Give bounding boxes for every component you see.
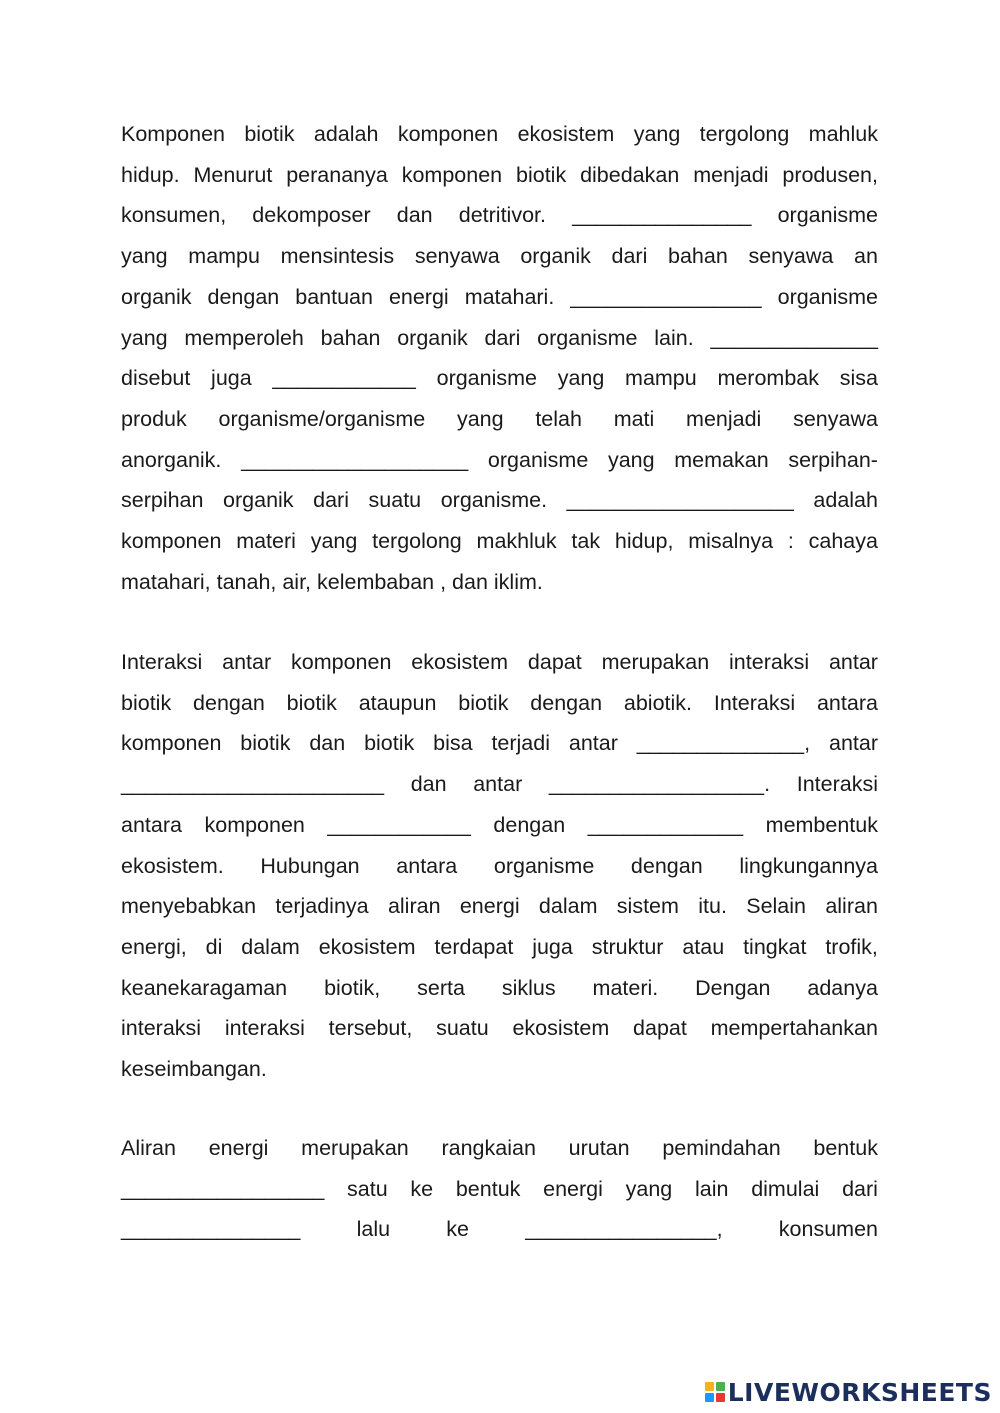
word: juga <box>532 934 573 959</box>
word: materi <box>236 529 296 553</box>
word: Interaksi <box>121 650 203 674</box>
word: telah <box>535 406 582 431</box>
word: yang <box>310 529 358 553</box>
word: biotik <box>364 731 415 756</box>
answer-blank[interactable]: ______________________ <box>121 772 385 797</box>
word: perananya <box>286 162 388 187</box>
text-line <box>121 114 878 154</box>
word: antar <box>473 772 523 797</box>
word: cahaya <box>808 529 878 553</box>
word: bantuan <box>295 284 373 309</box>
text-line <box>121 521 878 561</box>
text-line <box>121 764 878 804</box>
word: detritivor. <box>458 203 546 228</box>
word: adalah <box>313 122 379 146</box>
word: biotik <box>458 690 509 715</box>
word: tergolong <box>372 529 462 553</box>
word: energi, <box>121 934 187 959</box>
word: yang <box>607 447 655 472</box>
word: memakan <box>674 447 769 472</box>
word: an <box>853 244 878 269</box>
word: organik <box>223 488 294 513</box>
text-line <box>121 968 878 1008</box>
word: menjadi <box>686 406 762 431</box>
word: antar <box>828 650 878 674</box>
word: ekosistem <box>517 122 615 146</box>
word: ekosistem <box>512 1016 610 1041</box>
word: energi <box>543 1176 603 1201</box>
answer-blank[interactable]: ______________, <box>636 731 811 756</box>
word: energi <box>388 284 449 309</box>
word: antara <box>816 690 878 715</box>
answer-blank[interactable]: ____________ <box>327 812 471 837</box>
word: biotik <box>244 122 295 146</box>
word: siklus <box>501 975 556 1000</box>
word: produk <box>121 406 187 431</box>
word: konsumen <box>778 1217 878 1242</box>
word: Dengan <box>695 975 771 1000</box>
word: dari <box>611 244 648 269</box>
word: dimulai <box>751 1176 820 1201</box>
word: organisme. <box>440 488 548 513</box>
answer-blank[interactable]: ________________ <box>570 284 762 309</box>
word: biotik, <box>324 975 381 1000</box>
word: komponen <box>204 812 305 837</box>
word: dalam <box>241 934 300 959</box>
text-line <box>121 1128 878 1168</box>
word: yang <box>625 1176 673 1201</box>
word: komponen <box>397 122 499 146</box>
liveworksheets-logo <box>705 1377 992 1407</box>
word: dapat <box>527 650 582 674</box>
word: ekosistem <box>318 934 416 959</box>
word: dalam <box>538 894 598 919</box>
word: organisme <box>436 366 537 391</box>
logo-mark-icon <box>705 1382 725 1402</box>
text-line <box>121 642 878 682</box>
word: senyawa <box>793 406 878 431</box>
word: ataupun <box>358 690 437 715</box>
word: mempertahankan <box>710 1016 878 1041</box>
word: suatu <box>368 488 422 513</box>
word: yang <box>456 406 504 431</box>
word: matahari, tanah, air, kelembaban , dan iklim. <box>121 569 543 594</box>
word: struktur <box>591 934 664 959</box>
word: yang <box>121 244 168 269</box>
word: yang <box>633 122 681 146</box>
text-line <box>121 440 878 480</box>
text-line <box>121 1049 878 1089</box>
word: Interaksi <box>713 690 796 715</box>
word: terdapat <box>434 934 514 959</box>
word: atau <box>682 934 725 959</box>
word: abiotik. <box>623 690 693 715</box>
word: Menurut <box>193 162 273 187</box>
word: dibedakan <box>580 162 680 187</box>
word: interaksi <box>224 1016 305 1041</box>
word: makhluk <box>476 529 557 553</box>
text-line <box>121 723 878 763</box>
word: komponen <box>401 162 503 187</box>
word: organisme <box>493 853 595 878</box>
word: serpihan <box>121 488 204 513</box>
word: konsumen, <box>121 203 227 228</box>
word: senyawa <box>748 244 834 269</box>
text-line <box>121 236 878 276</box>
word: organisme <box>777 203 878 228</box>
word: dengan <box>493 812 566 837</box>
word: antar <box>828 731 878 756</box>
word: komponen <box>121 529 222 553</box>
word: dari <box>313 488 349 513</box>
word: antar <box>222 650 272 674</box>
word: antara <box>396 853 458 878</box>
word: biotik <box>240 731 291 756</box>
word: biotik <box>286 690 337 715</box>
word: organisme/organisme <box>218 406 426 431</box>
word: interaksi <box>121 1016 202 1041</box>
answer-blank[interactable]: _______________ <box>572 203 752 228</box>
word: Hubungan <box>260 853 360 878</box>
word: mahluk <box>808 122 878 146</box>
answer-blank[interactable]: _________________ <box>121 1176 325 1201</box>
word: mampu <box>625 366 697 391</box>
word: di <box>205 934 223 959</box>
word: antara <box>121 812 182 837</box>
word: biotik <box>516 162 567 187</box>
word: organik <box>520 244 591 269</box>
word: energi <box>459 894 520 919</box>
word: terjadinya <box>275 894 369 919</box>
word: adalah <box>813 488 878 513</box>
word: dengan <box>630 853 703 878</box>
word: anorganik. <box>121 447 222 472</box>
text-line <box>121 399 878 439</box>
word: Aliran <box>121 1136 176 1160</box>
word: Komponen <box>121 122 225 146</box>
word: : <box>787 529 794 553</box>
word: yang <box>557 366 605 391</box>
word: bisa <box>433 731 473 756</box>
text-line <box>121 886 878 926</box>
word: sisa <box>839 366 878 391</box>
word: mampu <box>188 244 260 269</box>
word: aliran <box>825 894 878 919</box>
answer-blank[interactable]: __________________. <box>548 772 771 797</box>
answer-blank[interactable]: _______________ <box>121 1217 301 1242</box>
word: trofik, <box>825 934 878 959</box>
word: serpihan- <box>788 447 878 472</box>
word: keseimbangan. <box>121 1057 267 1081</box>
text-line <box>121 805 878 845</box>
word: ekosistem <box>411 650 509 674</box>
word: merupakan <box>301 1136 409 1160</box>
word: membentuk <box>765 812 878 837</box>
word: terjadi <box>491 731 550 756</box>
word: tingkat <box>743 934 807 959</box>
word: tergolong <box>699 122 790 146</box>
text-line <box>121 318 878 358</box>
word: bahan <box>668 244 728 269</box>
word: bentuk <box>813 1136 878 1160</box>
word: merupakan <box>601 650 710 674</box>
answer-blank[interactable]: ___________________ <box>566 488 794 513</box>
text-line <box>121 683 878 723</box>
word: menyebabkan <box>121 894 257 919</box>
word: aliran <box>387 894 441 919</box>
word: lain. <box>654 325 694 350</box>
text-line <box>121 1169 878 1209</box>
word: serta <box>417 975 465 1000</box>
word: lingkungannya <box>739 853 878 878</box>
word: menjadi <box>693 162 769 187</box>
word: dengan <box>207 284 280 309</box>
word: organisme <box>487 447 589 472</box>
answer-blank[interactable]: ________________, <box>525 1217 723 1242</box>
answer-blank[interactable]: ____________ <box>272 366 416 391</box>
word: dari <box>484 325 521 350</box>
text-line <box>121 358 878 398</box>
word: organik <box>397 325 468 350</box>
text-line <box>121 277 878 317</box>
answer-blank[interactable]: ___________________ <box>241 447 469 472</box>
word: hidup, <box>614 529 674 553</box>
word: tersebut, <box>328 1016 413 1041</box>
word: misalnya <box>688 529 774 553</box>
word: dan <box>396 203 433 228</box>
word: komponen <box>291 650 392 674</box>
word: merombak <box>717 366 819 391</box>
word: lain <box>695 1176 729 1201</box>
text-line <box>121 846 878 886</box>
text-line <box>121 480 878 520</box>
word: bahan <box>320 325 381 350</box>
word: disebut <box>121 366 191 391</box>
word: urutan <box>568 1136 630 1160</box>
word: produsen, <box>782 162 878 187</box>
word: suatu <box>436 1016 489 1041</box>
word: dengan <box>530 690 603 715</box>
word: sistem <box>616 894 679 919</box>
answer-blank[interactable]: ______________ <box>710 325 878 350</box>
word: tak <box>571 529 601 553</box>
text-line <box>121 195 878 235</box>
word: adanya <box>807 975 878 1000</box>
word: dan <box>309 731 346 756</box>
word: keanekaragaman <box>121 975 288 1000</box>
word: Selain <box>746 894 806 919</box>
answer-blank[interactable]: _____________ <box>587 812 744 837</box>
word: Interaksi <box>796 772 878 797</box>
word: yang <box>121 325 168 350</box>
word: juga <box>211 366 252 391</box>
text-line <box>121 155 878 195</box>
logo-text: LIVEWORKSHEETS <box>727 1377 992 1407</box>
word: energi <box>208 1136 269 1160</box>
word: organik <box>121 284 192 309</box>
word: antar <box>568 731 618 756</box>
word: hidup. <box>121 162 180 187</box>
text-line <box>121 927 878 967</box>
text-line <box>121 562 878 602</box>
word: matahari. <box>464 284 555 309</box>
text-line <box>121 1209 878 1249</box>
word: komponen <box>121 731 222 756</box>
word: dapat <box>633 1016 687 1041</box>
word: senyawa <box>414 244 500 269</box>
word: satu <box>347 1176 388 1201</box>
word: bentuk <box>455 1176 521 1201</box>
word: itu. <box>698 894 727 919</box>
word: interaksi <box>729 650 810 674</box>
word: ke <box>410 1176 434 1201</box>
text-line <box>121 1008 878 1048</box>
word: rangkaian <box>441 1136 536 1160</box>
word: dan <box>410 772 447 797</box>
word: lalu <box>356 1217 391 1242</box>
word: pemindahan <box>662 1136 781 1160</box>
word: organisme <box>777 284 878 309</box>
word: memperoleh <box>184 325 304 350</box>
word: materi. <box>592 975 659 1000</box>
word: ekosistem. <box>121 853 224 878</box>
word: mati <box>613 406 655 431</box>
word: organisme <box>537 325 638 350</box>
word: dari <box>842 1176 878 1201</box>
word: mensintesis <box>280 244 395 269</box>
word: ke <box>446 1217 470 1242</box>
word: dengan <box>193 690 265 715</box>
word: biotik <box>121 690 172 715</box>
word: dekomposer <box>252 203 371 228</box>
